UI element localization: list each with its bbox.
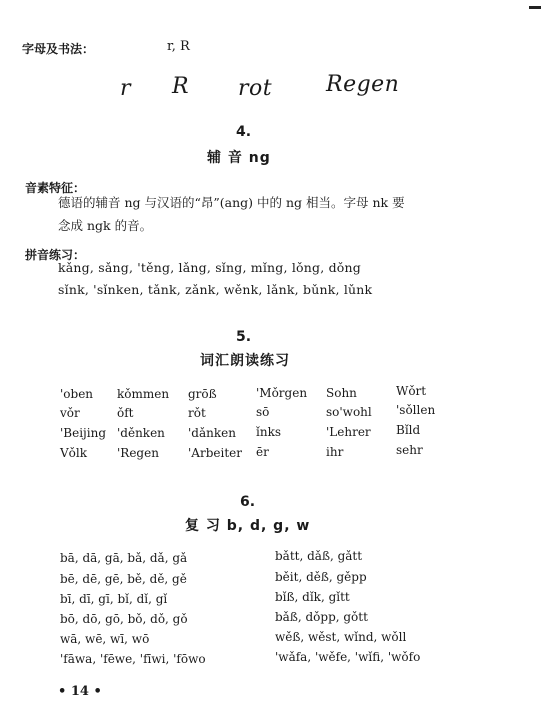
word-r1-c3: grōß (188, 387, 217, 401)
section-5-number: 5. (236, 329, 252, 345)
word-r2-c1: vǒr (60, 406, 80, 420)
script-sample-R: R (172, 74, 190, 99)
page-number: • 14 • (58, 684, 102, 699)
word-r2-c3: rǒt (188, 406, 206, 420)
word-r4-c2: 'Regen (117, 446, 159, 460)
section-6-number: 6. (240, 494, 256, 510)
word-r1-c5: Sohn (326, 386, 357, 400)
word-r3-c3: 'dǎnken (188, 426, 236, 440)
review-left-1: bā, dā, gā, bǎ, dǎ, gǎ (60, 551, 188, 565)
word-r2-c5: so'wohl (326, 405, 372, 419)
features-text-line1: 德语的辅音 ng 与汉语的“昂”(ang) 中的 ng 相当。字母 nk 要 (58, 195, 405, 210)
review-right-2: běit, děß, gěpp (275, 570, 367, 584)
word-r4-c3: 'Arbeiter (188, 446, 242, 460)
word-r3-c2: 'děnken (117, 426, 165, 440)
word-r1-c2: kǒmmen (117, 387, 170, 401)
word-r1-c4: 'Mǒrgen (256, 386, 308, 400)
review-right-1: bǎtt, dǎß, gǎtt (275, 549, 363, 563)
word-r4-c5: ihr (326, 445, 344, 459)
features-text-line2: 念成 ngk 的音。 (58, 218, 153, 233)
alphabet-label: 字母及书法： (22, 42, 95, 56)
word-r4-c4: ēr (256, 445, 269, 459)
practice-label: 拼音练习： (25, 248, 86, 262)
word-r2-c6: 'sǒllen (396, 403, 436, 417)
review-left-5: wā, wē, wī, wō (60, 632, 150, 646)
word-r2-c2: ǒft (117, 406, 134, 420)
word-r3-c5: 'Lehrer (326, 425, 371, 439)
review-right-5: wěß, wěst, wǐnd, wǒll (275, 630, 407, 644)
review-left-3: bī, dī, gī, bǐ, dǐ, gǐ (60, 592, 168, 606)
word-r4-c6: sehr (396, 443, 423, 457)
review-right-6: 'wǎfa, 'wěfe, 'wǐfi, 'wǒfo (275, 650, 421, 664)
review-left-6: 'fāwa, 'fēwe, 'fīwi, 'fōwo (60, 652, 206, 666)
section-6-title: 复 习 b, d, g, w (185, 518, 311, 534)
review-left-4: bō, dō, gō, bǒ, dǒ, gǒ (60, 612, 188, 626)
word-r2-c4: sō (256, 405, 270, 419)
word-r1-c1: 'oben (60, 387, 94, 401)
script-sample-regen: Regen (326, 72, 400, 97)
review-right-4: bǎß, dǒpp, gǒtt (275, 610, 368, 624)
alphabet-letters: r, R (167, 39, 190, 54)
practice-line-1: kǎng, sǎng, 'těng, lǎng, sǐng, mǐng, lǒng, dǒng (58, 260, 361, 275)
script-sample-r: r (120, 76, 132, 101)
practice-line-2: sǐnk, 'sǐnken, tǎnk, zǎnk, wěnk, lǎnk, bǔnk, lǔnk (58, 282, 373, 297)
section-5-title: 词汇朗读练习 (200, 353, 290, 369)
word-r3-c4: ǐnks (256, 425, 281, 439)
word-r1-c6: Wǒrt (396, 384, 427, 398)
word-r4-c1: Vǒlk (60, 446, 87, 460)
word-r3-c1: 'Beijing (60, 426, 107, 440)
script-sample-rot: rot (238, 76, 273, 101)
word-r3-c6: Bǐld (396, 423, 421, 437)
features-label: 音素特征： (25, 181, 86, 195)
corner-mark (529, 6, 541, 9)
review-right-3: bǐß, dǐk, gǐtt (275, 590, 350, 604)
section-4-title: 辅 音 ng (207, 150, 271, 166)
section-4-number: 4. (236, 124, 252, 140)
review-left-2: bē, dē, gē, bě, dě, gě (60, 572, 187, 586)
